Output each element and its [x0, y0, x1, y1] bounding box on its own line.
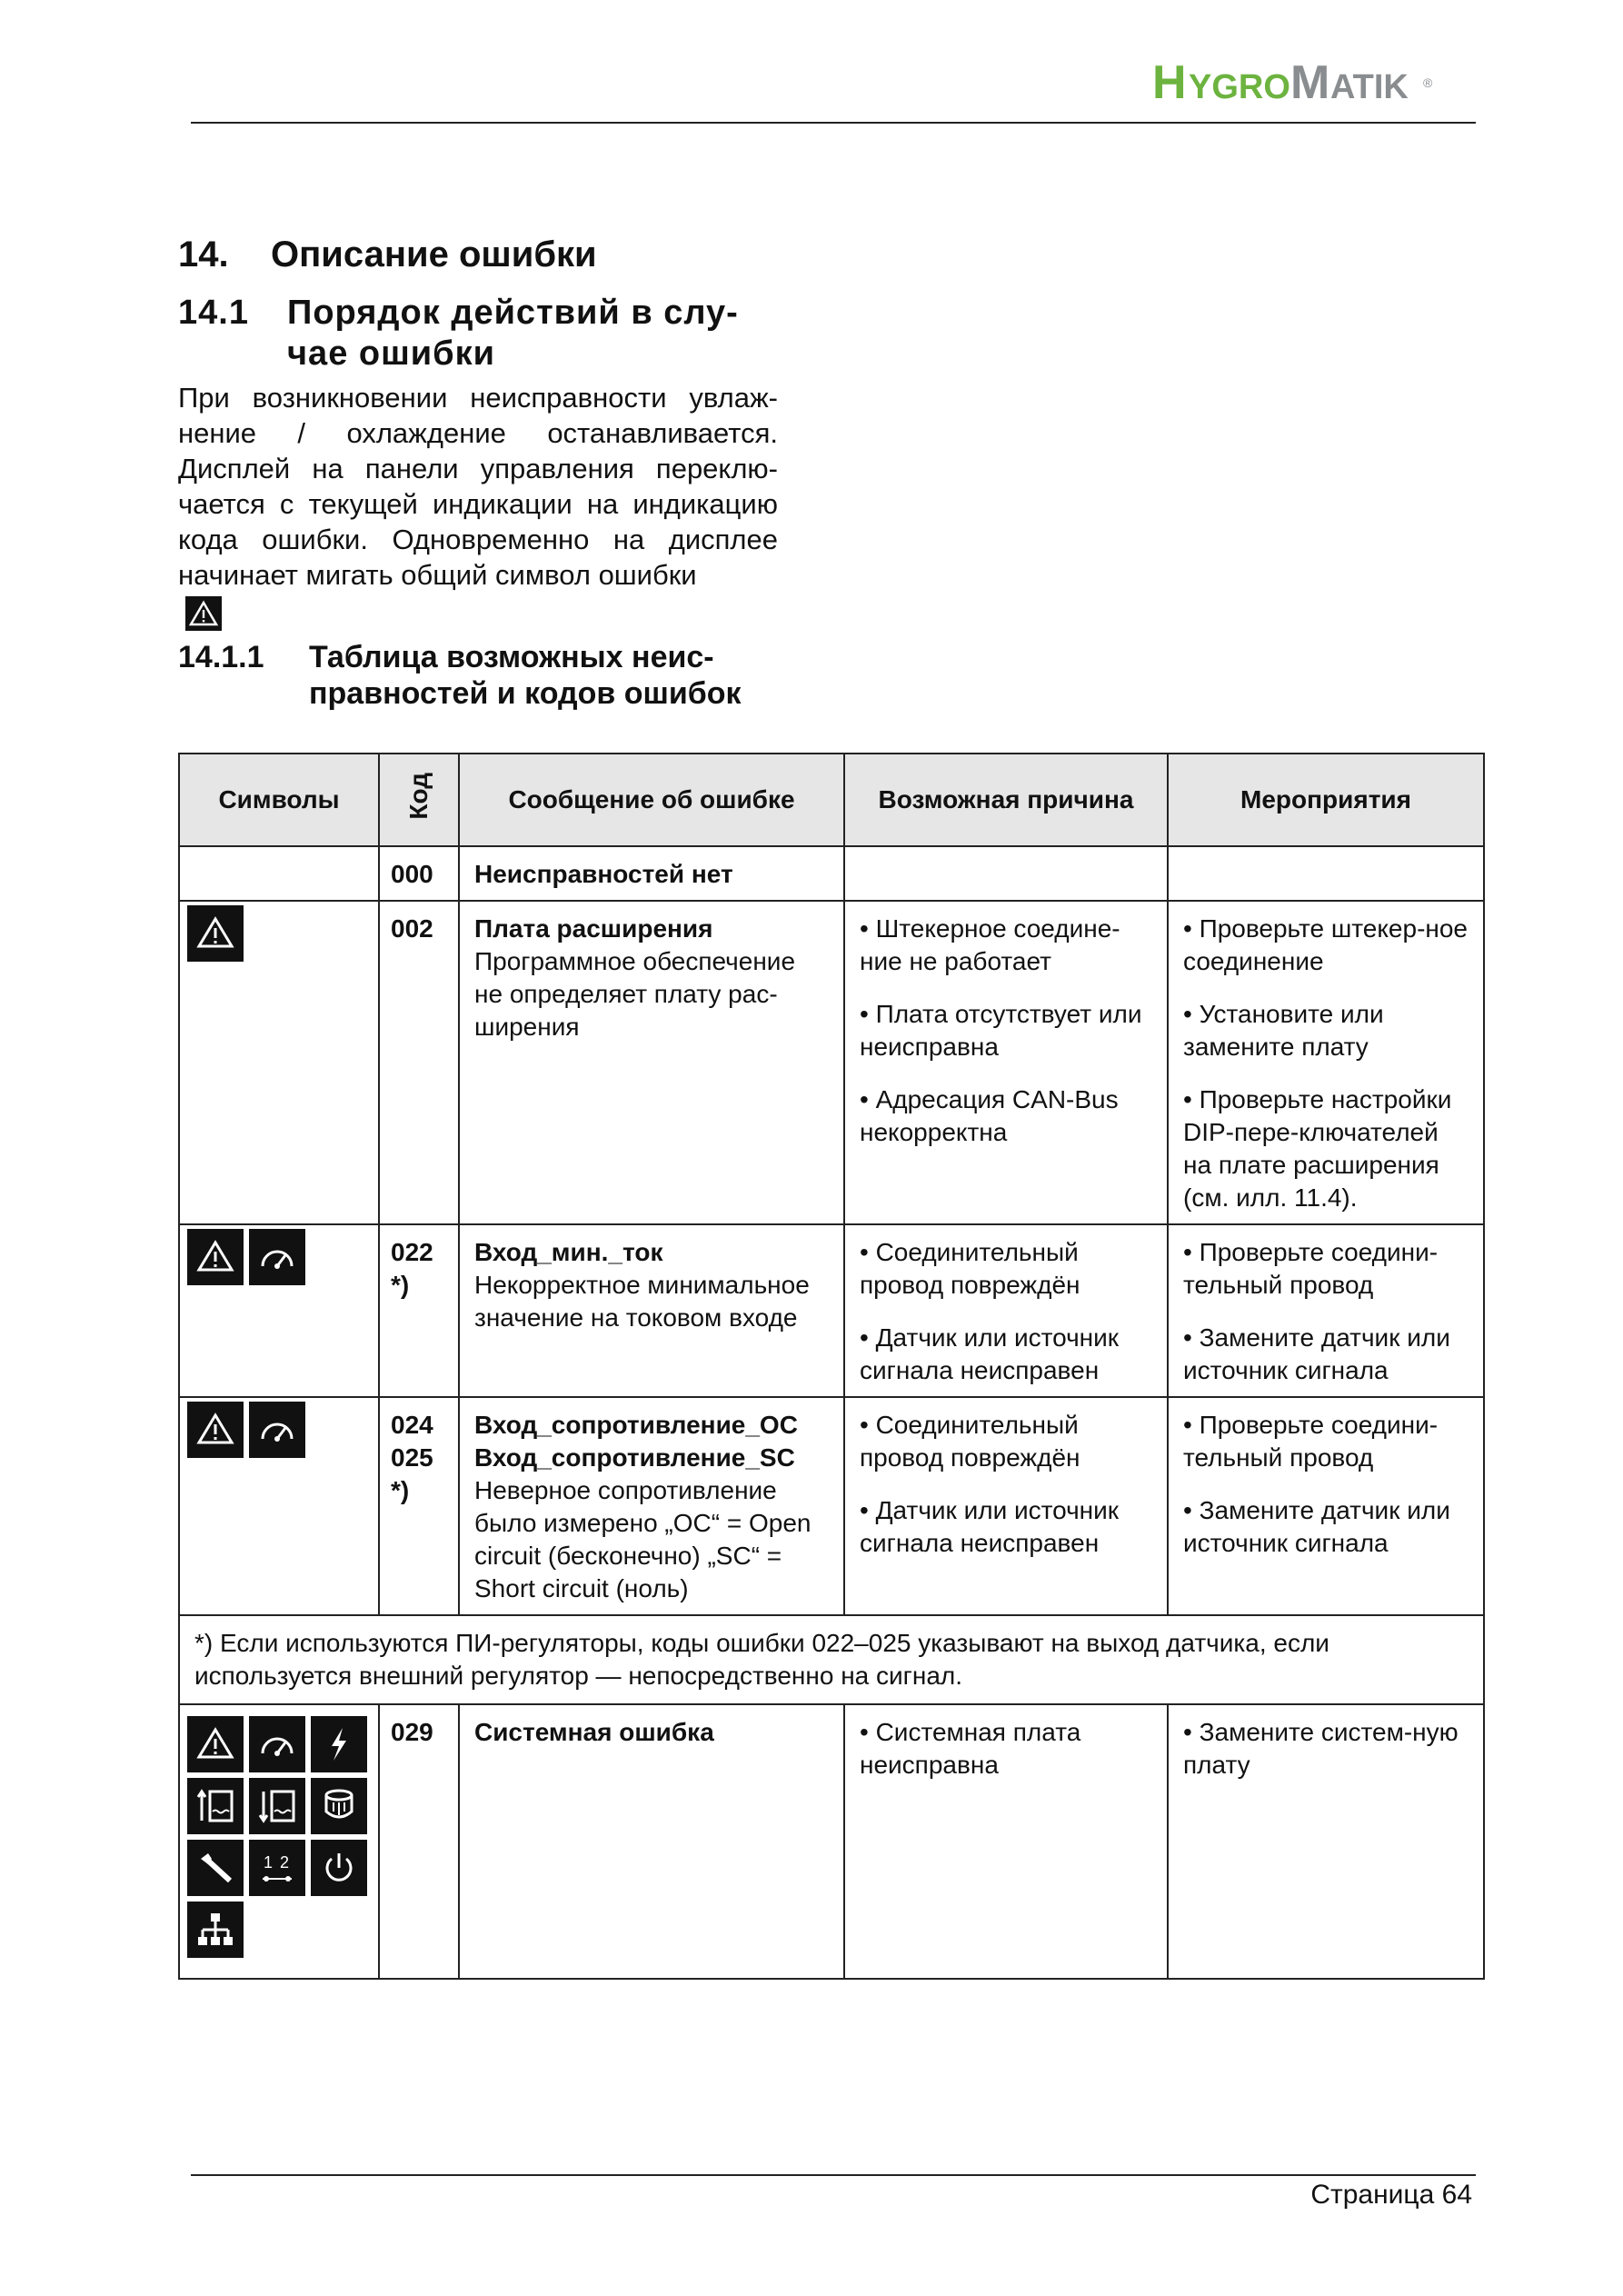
network-icon: [187, 1902, 244, 1958]
code-cell: 022 *): [379, 1224, 459, 1397]
svg-text:2: 2: [280, 1853, 290, 1872]
footer-rule: [191, 2174, 1476, 2176]
message-cell: [459, 1704, 844, 1979]
message-cell: [459, 1224, 844, 1397]
list-item: • Системная плата неисправна: [860, 1718, 1081, 1779]
cause-cell: [844, 1224, 1168, 1397]
gauge-icon: [249, 1402, 305, 1458]
message-cell: [459, 846, 844, 901]
cylinder-icon: [311, 1778, 367, 1834]
code-cell: 002: [379, 901, 459, 1224]
code-cell: 024 025 *): [379, 1397, 459, 1615]
subsection-heading: 14.1 Порядок действий в слу-чае ошибки: [178, 294, 739, 373]
power-icon: [311, 1840, 367, 1896]
intro-paragraph: При возникновении неисправности увлаж-нение / охлаждение останавливается. Дисплей на панели управления переклю-чается с текущей индикации на индикацию кода ошибки. Одновременно на дисплее начинает мигать общий символ ошибки: [178, 382, 778, 591]
cause-cell: [844, 1704, 1168, 1979]
warning-icon: [187, 1229, 244, 1285]
message-title: Вход_мин._ток: [474, 1238, 663, 1266]
header-symbols: Символы: [179, 754, 379, 846]
symbols-cell: [179, 1224, 379, 1397]
message-cell: [459, 901, 844, 1224]
gauge-icon: [249, 1716, 305, 1772]
list-item: • Проверьте штекер-ное соединение: [1183, 914, 1469, 975]
subsubsection-heading: 14.1.1 Таблица возможных неис-правностей и кодов ошибок: [178, 640, 742, 711]
cause-cell: [844, 901, 1168, 1224]
svg-text:H: H: [1152, 56, 1187, 109]
message-desc: Некорректное минимальное значение на токовом входе: [474, 1271, 810, 1332]
table-row: [179, 1224, 1484, 1397]
list-item: • Штекерное соедине-ние не работает: [860, 914, 1120, 975]
header-message: Сообщение об ошибке: [459, 754, 844, 846]
action-cell: [1168, 846, 1484, 901]
message-cell: [459, 1397, 844, 1615]
list-item: • Проверьте настройки DIP-пере-ключателей на плате расширения (см. илл. 11.4).: [1183, 1085, 1452, 1212]
list-item: • Замените датчик или источник сигнала: [1183, 1323, 1450, 1384]
list-item: • Соединительный провод повреждён: [860, 1411, 1080, 1472]
page-number: Страница 64: [1310, 2180, 1472, 2210]
table-row: [179, 1397, 1484, 1615]
list-item: • Плата отсутствует или неисправна: [860, 1000, 1142, 1061]
list-item: • Адресация CAN-Bus некорректна: [860, 1085, 1119, 1146]
cause-cell: [844, 846, 1168, 901]
error-code-table: [178, 753, 1485, 1980]
message-title: Вход_сопротивление_OC Вход_сопротивление_SC: [474, 1411, 798, 1472]
message-title: Неисправностей нет: [474, 860, 733, 888]
list-item: • Проверьте соедини-тельный провод: [1183, 1411, 1439, 1472]
list-item: • Замените систем-ную плату: [1183, 1718, 1459, 1779]
table-note-row: [179, 1615, 1484, 1704]
table-row: [179, 1704, 1484, 1979]
warning-icon: [185, 596, 222, 631]
symbols-cell: [179, 846, 379, 901]
hygromatik-logo: [1152, 51, 1443, 115]
table-footnote: *) Если используются ПИ-регуляторы, коды ошибки 022–025 указывают на выход датчика, если используется внешний регулятор — непосредственно на сигнал.: [179, 1615, 1484, 1704]
svg-text:®: ®: [1423, 75, 1433, 90]
svg-text:1: 1: [264, 1853, 274, 1872]
message-desc: Программное обеспечение не определяет плату рас-ширения: [474, 947, 796, 1041]
tank-fill-icon: [187, 1778, 244, 1834]
symbols-cell: [179, 1397, 379, 1615]
message-title: Системная ошибка: [474, 1718, 714, 1746]
message-desc: Неверное сопротивление было измерено „OC“ = Open circuit (бесконечно) „SC“ = Short circuit (ноль): [474, 1476, 812, 1602]
cause-cell: [844, 1397, 1168, 1615]
header-code: Код: [379, 754, 459, 846]
symbols-cell: [179, 901, 379, 1224]
warning-icon: [187, 1402, 244, 1458]
header-cause: Возможная причина: [844, 754, 1168, 846]
code-cell: 000: [379, 846, 459, 901]
header-rule: [191, 122, 1476, 124]
list-item: • Проверьте соедини-тельный провод: [1183, 1238, 1439, 1299]
list-item: • Датчик или источник сигнала неисправен: [860, 1323, 1120, 1384]
lightning-icon: [311, 1716, 367, 1772]
sequence-12-icon: [249, 1840, 305, 1896]
gauge-icon: [249, 1229, 305, 1285]
list-item: • Датчик или источник сигнала неисправен: [860, 1496, 1120, 1557]
svg-text:YGRO: YGRO: [1189, 68, 1290, 106]
table-row: [179, 901, 1484, 1224]
section-heading: 14. Описание ошибки: [178, 235, 597, 275]
symbols-cell: [179, 1704, 379, 1979]
action-cell: [1168, 901, 1484, 1224]
warning-icon: [187, 905, 244, 962]
table-header-row: [179, 754, 1484, 846]
list-item: • Установите или замените плату: [1183, 1000, 1384, 1061]
message-title: Плата расширения: [474, 914, 713, 943]
code-cell: 029: [379, 1704, 459, 1979]
action-cell: [1168, 1704, 1484, 1979]
header-action: Мероприятия: [1168, 754, 1484, 846]
warning-icon: [187, 1716, 244, 1772]
wrench-icon: [187, 1840, 244, 1896]
list-item: • Соединительный провод повреждён: [860, 1238, 1080, 1299]
action-cell: [1168, 1224, 1484, 1397]
table-row: [179, 846, 1484, 901]
tank-drain-icon: [249, 1778, 305, 1834]
svg-text:M: M: [1290, 56, 1330, 109]
svg-text:ATIK: ATIK: [1330, 68, 1409, 106]
list-item: • Замените датчик или источник сигнала: [1183, 1496, 1450, 1557]
action-cell: [1168, 1397, 1484, 1615]
